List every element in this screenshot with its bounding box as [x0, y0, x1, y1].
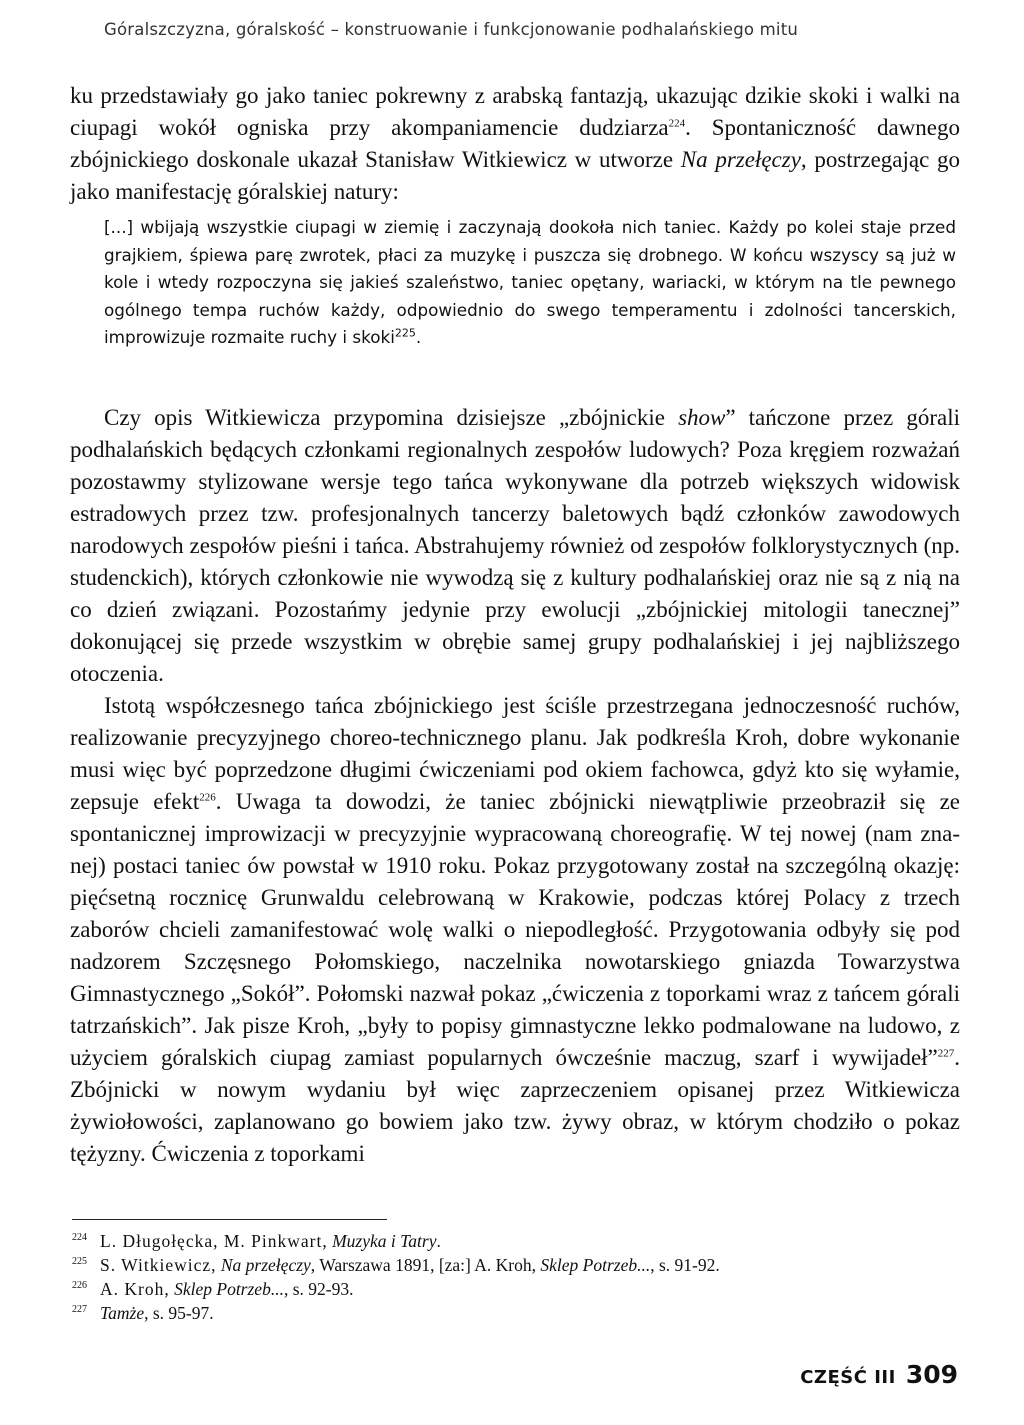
footnote-author: A. Kroh,: [100, 1279, 170, 1299]
paragraph-1-text: ku przedstawiały go jako taniec pokrewny z arabską fantazją, ukazując dzikie skoki i walki na ciupagi wokół ogniska przy akompaniamencie dudziarza: [70, 83, 960, 140]
paragraph-2-text: Czy opis Witkiewicza przypomina dzisiejsze „zbójnickie: [104, 405, 679, 430]
work-title: Na przełęczy: [680, 147, 801, 172]
footnote-ref-227: 227: [937, 1047, 955, 1060]
footnote-author: S. Witkiewicz,: [100, 1255, 217, 1275]
footnote-author: L. Długołęcka, M. Pinkwart,: [100, 1231, 328, 1251]
page-folio: [800, 1360, 958, 1389]
paragraph-3-text: Istotą współczesnego tańca zbójnickiego jest ściśle przestrzegana jednoczesność ruchów, realizowanie precyzyjnego choreo-technicznego planu. Jak podkreśla Kroh, dobre wykonanie musi więc być poprzedzone długimi ćwiczeniami pod okiem fachowca, gdyż kto się wyłamie, zepsuje efekt: [70, 693, 960, 814]
paragraph-1-text-2: . Spontaniczność dawnego zbójnickiego doskonale ukazał Stanisław Witkiewicz w utworze: [70, 115, 961, 172]
footnote-ref-226: 226: [199, 791, 216, 804]
quote-end: .: [415, 327, 422, 347]
main-text: [70, 402, 960, 1170]
footnote-rest: , s. 92-93.: [283, 1279, 354, 1299]
footnote-226: 226 A. Kroh, Sklep Potrzeb..., s. 92-93.: [72, 1279, 354, 1299]
running-head: Góralszczyzna, góralskość – konstruowanie i funkcjonowanie podhalańskiego mitu: [104, 20, 799, 39]
footnote-separator: [72, 1219, 387, 1220]
footnote-title: Na przełęczy: [220, 1255, 311, 1275]
paragraph-3: [70, 690, 960, 1170]
footnote-title: Muzyka i Tatry: [332, 1231, 437, 1251]
footnote-rest: .: [436, 1231, 441, 1251]
footnote-rest-2: , s. 91-92.: [650, 1255, 720, 1275]
paragraph-2-italic: show: [678, 405, 726, 430]
paragraph-2: [70, 402, 960, 690]
footnote-224: 224 L. Długołęcka, M. Pinkwart, Muzyka i Tatry.: [72, 1231, 441, 1251]
footnote-225: 225 S. Witkiewicz, Na przełęczy, Warszawa 1891, [za:] A. Kroh, Sklep Potrzeb..., s. 91-92.: [72, 1255, 720, 1275]
footnote-rest: , Warszawa 1891, [za:] A. Kroh,: [310, 1255, 541, 1275]
quote-text: [...] wbijają wszystkie ciupagi w ziemię i zaczynają dookoła nich taniec. Każdy po kolei staje przed grajkiem, śpiewa parę zwrotek, płaci za muzykę i puszcza się drobnego. W końcu wszyscy są już w kole i wtedy rozpoczyna się jakieś szaleństwo, taniec opętany, wariacki, w którym na tle pewnego ogólnego tempa ruchów każdy, odpowiednio do swego temperamentu i zdolności tancerskich, improwizuje rozmaite ruchy i skoki: [104, 217, 956, 347]
part-label: CZĘŚĆ III: [800, 1367, 896, 1388]
paragraph-3-text-2: . Uwaga ta dowodzi, że taniec zbójnicki niewątpliwie przeobraził się ze spontanicznej improwizacji w precyzyjnie wypracowaną choreografię. W tej nowej (nam znanej) postaci taniec ów powstał w 1910 roku. Pokaz przygotowany został na szczególną okazję: pięćsetną rocznicę Grunwaldu celebrowaną w Krakowie, podczas której Polacy z trzech zaborów chcieli zamanifestować wolę walki o niepodległość. Przygotowania odbyły się pod nadzorem Szczęsnego Połomskiego, naczelnika nowotarskiego gniazda Towarzystwa Gimnastycznego „Sokół”. Połomski nazwał pokaz „ćwiczenia z toporkami wraz z tańcem górali tatrzańskich”. Jak pisze Kroh, „były to popisy gimnastyczne lekko podmalowane na ludowo, z użyciem góralskich ciupag zamiast popularnych ówcześnie maczug, szarf i wywijadeł”: [70, 789, 960, 1070]
page-number: 309: [905, 1360, 958, 1389]
paragraph-2-text-2: ” tańczone przez górali podhalańskich będących członkami regionalnych zespołów ludowych? Poza kręgiem rozważań pozostawmy stylizowane wersje tego tańca wykonywane dla potrzeb większych widowisk estradowych przez tzw. profesjonalnych tancerzy baletowych bądź członków zawodowych narodowych zespołów pieśni i tańca. Abstrahujemy również od zespołów folklorystycznych (np. studenckich), których członkowie nie wywodzą się z kultury podhalańskiej oraz nie są z nią na co dzień związani. Pozostańmy jedynie przy ewolucji „zbójnickiej mitologii tanecznej” dokonującej się przede wszystkim w obrębie samej grupy podhalańskiej i jej najbliższego otoczenia.: [70, 405, 960, 686]
block-quote: [104, 214, 956, 352]
paragraph-1-text-3: , postrzegając go jako manifestację góralskiej natury:: [70, 147, 960, 204]
footnote-title: Sklep Potrzeb...: [174, 1279, 284, 1299]
footnote-ref-224: 224: [668, 117, 686, 130]
footnote-ref-225: 225: [394, 326, 416, 340]
footnote-227: 227 Tamże, s. 95-97.: [72, 1303, 214, 1323]
footnote-title-2: Sklep Potrzeb...: [540, 1255, 651, 1275]
paragraph-3-text-3: . Zbójnicki w nowym wydaniu był więc zaprzeczeniem opisanej przez Witkiewicza żywiołowości, zaplanowano go bowiem jako tzw. żywy obraz, w którym chodziło o pokaz tężyzny. Ćwiczenia z toporkami: [70, 1045, 960, 1166]
footnotes: [72, 1229, 932, 1325]
footnote-title: Tamże: [100, 1303, 145, 1323]
paragraph-1: [70, 80, 960, 208]
footnote-rest: , s. 95-97.: [144, 1303, 214, 1323]
